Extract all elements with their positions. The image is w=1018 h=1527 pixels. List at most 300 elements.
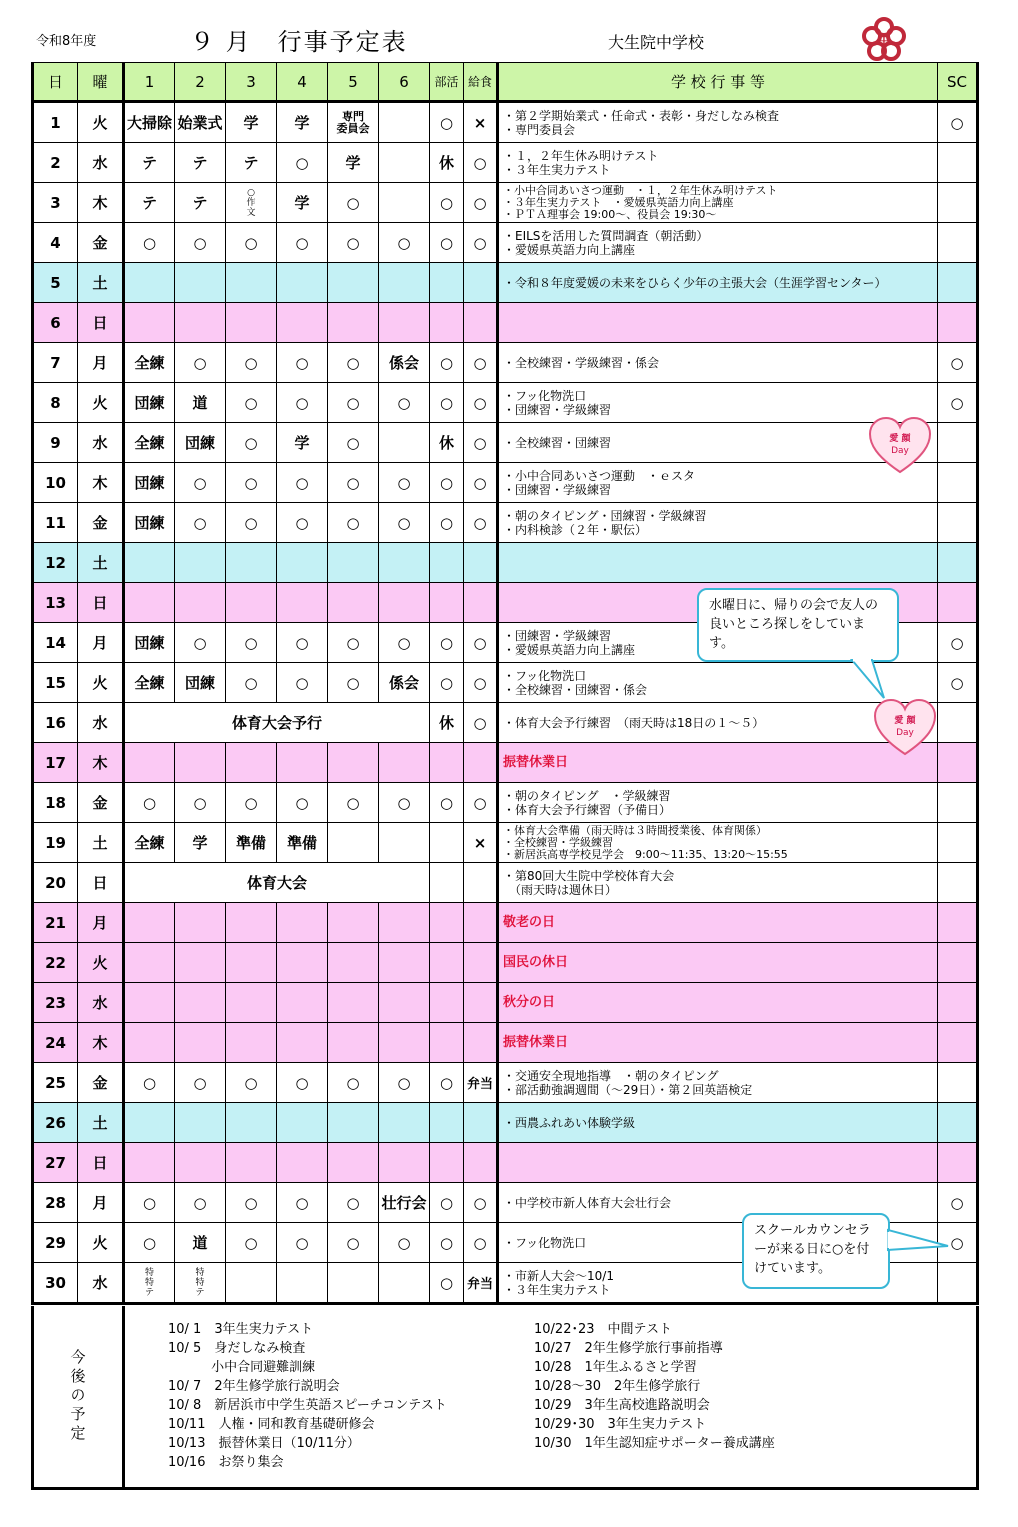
period-cell (328, 263, 379, 303)
upcoming-item: 10/27 2年生修学旅行事前指導 (534, 1341, 723, 1356)
period-cell: ○ (328, 783, 379, 823)
club-cell: ○ (430, 383, 464, 423)
page-header (0, 0, 1018, 62)
period-cell (124, 543, 175, 583)
day-cell: 28 (33, 1183, 78, 1223)
period-cell (379, 943, 430, 983)
period-cell (175, 1103, 226, 1143)
upcoming-item: 小中合同避難訓練 (168, 1360, 316, 1375)
events-cell: ・朝のタイピング ・学級練習 ・体育大会予行練習（予備日） (498, 783, 938, 823)
schedule-table (31, 62, 979, 1305)
period-cell: ○ (277, 143, 328, 183)
day-cell: 14 (33, 623, 78, 663)
period-cell: 学 (277, 102, 328, 143)
day-cell: 5 (33, 263, 78, 303)
period-cell: ○ (277, 783, 328, 823)
period-cell: ○ (379, 383, 430, 423)
weekday-cell: 金 (78, 503, 124, 543)
period-cell: 団練 (175, 663, 226, 703)
events-cell: ・小中合同あいさつ運動 ・１，２年生休み明けテスト ・３年生実力テスト ・愛媛県英語力向上講座 ・ＰＴＡ理事会 19:00～、役員会 19:30～ (498, 183, 938, 223)
period-cell (124, 1143, 175, 1183)
day-cell: 2 (33, 143, 78, 183)
period-cell (175, 903, 226, 943)
period-cell (175, 583, 226, 623)
period-cell: ○ (277, 463, 328, 503)
day-cell: 13 (33, 583, 78, 623)
period-cell (124, 583, 175, 623)
day-cell: 21 (33, 903, 78, 943)
day-cell: 29 (33, 1223, 78, 1263)
egao-day-heart-icon-2 (873, 698, 937, 758)
period-cell (379, 903, 430, 943)
period-cell (328, 303, 379, 343)
period-cell (328, 903, 379, 943)
period-cell (124, 1023, 175, 1063)
upcoming-item: 10/28～30 2年生修学旅行 (534, 1379, 701, 1394)
period-cell: ○ (379, 223, 430, 263)
period-cell: ○ (175, 1183, 226, 1223)
table-row (33, 102, 978, 143)
holiday-label: 振替休業日 (503, 755, 569, 770)
wednesday-callout-text: 水曜日に、帰りの会で友人の良いところ探しをしています。 (709, 598, 879, 651)
table-row (33, 903, 978, 943)
header-period-5: 5 (328, 63, 379, 102)
events-cell: ・体育大会予行練習 （雨天時は18日の１～５） (498, 703, 938, 743)
period-cell: ○ (379, 623, 430, 663)
merged-period-cell: 体育大会予行 (124, 703, 430, 743)
upcoming-item: 10/22･23 中間テスト (534, 1322, 672, 1337)
holiday-label: 敬老の日 (503, 915, 556, 930)
events-cell: ・体育大会準備（雨天時は３時間授業後、体育関係） ・全校練習・学級練習 ・新居浜高専学校見学会 9:00～11:35、13:20～15:55 (498, 823, 938, 863)
lunch-cell: ○ (464, 223, 498, 263)
holiday-label: 振替休業日 (503, 1035, 569, 1050)
club-cell (430, 823, 464, 863)
period-cell: 大掃除 (124, 102, 175, 143)
club-cell: ○ (430, 223, 464, 263)
day-cell: 7 (33, 343, 78, 383)
table-row (33, 183, 978, 223)
events-cell (498, 743, 938, 783)
period-cell: テ (175, 183, 226, 223)
period-cell: ○ (379, 1223, 430, 1263)
period-cell (379, 743, 430, 783)
period-cell: ○ (328, 183, 379, 223)
upcoming-item: 10/13 振替休業日（10/11分） (168, 1436, 360, 1451)
period-cell (124, 1103, 175, 1143)
club-cell (430, 1143, 464, 1183)
period-cell (226, 1023, 277, 1063)
period-cell (379, 102, 430, 143)
day-cell: 26 (33, 1103, 78, 1143)
weekday-cell: 土 (78, 543, 124, 583)
period-cell: ○ 作 文 (226, 183, 277, 223)
holiday-label: 秋分の日 (503, 995, 556, 1010)
table-row (33, 943, 978, 983)
period-cell (175, 743, 226, 783)
period-cell (175, 1143, 226, 1183)
club-cell (430, 983, 464, 1023)
table-row (33, 1143, 978, 1183)
club-cell (430, 743, 464, 783)
weekday-cell: 金 (78, 1063, 124, 1103)
table-row (33, 663, 978, 703)
period-cell: 全練 (124, 423, 175, 463)
events-cell (498, 1143, 938, 1183)
club-cell (430, 583, 464, 623)
period-cell: ○ (175, 1063, 226, 1103)
upcoming-label: 今後の予定 (68, 1349, 87, 1444)
table-row (33, 143, 978, 183)
sc-cell (938, 543, 978, 583)
events-cell: ・１，２年生休み明けテスト ・３年生実力テスト (498, 143, 938, 183)
period-cell (379, 823, 430, 863)
lunch-cell: ○ (464, 663, 498, 703)
club-cell: ○ (430, 623, 464, 663)
period-cell: ○ (328, 1183, 379, 1223)
upcoming-item: 10/ 5 身だしなみ検査 (168, 1341, 306, 1356)
period-cell: テ (175, 143, 226, 183)
period-cell (277, 543, 328, 583)
period-cell: ○ (277, 663, 328, 703)
period-cell: 団練 (124, 463, 175, 503)
period-cell (226, 303, 277, 343)
period-cell (277, 1023, 328, 1063)
table-row (33, 983, 978, 1023)
period-cell: 団練 (124, 503, 175, 543)
weekday-cell: 土 (78, 1103, 124, 1143)
sc-cell (938, 263, 978, 303)
lunch-cell: ○ (464, 1183, 498, 1223)
club-cell: ○ (430, 102, 464, 143)
table-row (33, 743, 978, 783)
period-cell: ○ (175, 463, 226, 503)
sc-cell (938, 1063, 978, 1103)
period-cell (277, 1103, 328, 1143)
period-cell: ○ (175, 623, 226, 663)
period-cell: ○ (379, 503, 430, 543)
period-cell (328, 543, 379, 583)
lunch-cell: ○ (464, 503, 498, 543)
header-lunch: 給食 (464, 63, 498, 102)
upcoming-item: 10/ 1 3年生実力テスト (168, 1322, 314, 1337)
day-cell: 8 (33, 383, 78, 423)
events-cell: ・令和８年度愛媛の未来をひらく少年の主張大会（生涯学習センター） (498, 263, 938, 303)
weekday-cell: 木 (78, 463, 124, 503)
events-cell: ・フッ化物洗口 ・全校練習・団練習・係会 (498, 663, 938, 703)
period-cell (226, 543, 277, 583)
table-row (33, 343, 978, 383)
club-cell (430, 303, 464, 343)
sc-cell (938, 1103, 978, 1143)
period-cell (328, 983, 379, 1023)
lunch-cell (464, 983, 498, 1023)
weekday-cell: 土 (78, 263, 124, 303)
upcoming-item: 10/29･30 3年生実力テスト (534, 1417, 707, 1432)
period-cell: 係会 (379, 663, 430, 703)
table-row (33, 223, 978, 263)
table-row (33, 783, 978, 823)
club-cell: ○ (430, 783, 464, 823)
day-cell: 20 (33, 863, 78, 903)
events-cell (498, 543, 938, 583)
period-cell: 準備 (277, 823, 328, 863)
sc-callout-pointer-icon (886, 1228, 950, 1258)
period-cell: 始業式 (175, 102, 226, 143)
lunch-cell (464, 863, 498, 903)
period-cell (226, 263, 277, 303)
events-cell: ・小中合同あいさつ運動 ・ｅスタ ・団練習・学級練習 (498, 463, 938, 503)
upcoming-item: 10/ 7 2年生修学旅行説明会 (168, 1379, 340, 1394)
period-cell (277, 1263, 328, 1304)
weekday-cell: 火 (78, 102, 124, 143)
sc-callout-text: スクールカウンセラーが来る日に○を付けています。 (754, 1223, 871, 1276)
period-cell: ○ (175, 503, 226, 543)
period-cell (328, 583, 379, 623)
period-cell (124, 743, 175, 783)
header-period-1: 1 (124, 63, 175, 102)
sc-callout (742, 1213, 890, 1289)
period-cell: ○ (124, 1063, 175, 1103)
table-row (33, 1023, 978, 1063)
weekday-cell: 日 (78, 583, 124, 623)
lunch-cell: ○ (464, 343, 498, 383)
weekday-cell: 火 (78, 1223, 124, 1263)
table-row (33, 823, 978, 863)
lunch-cell: × (464, 102, 498, 143)
club-cell: 休 (430, 703, 464, 743)
events-cell: ・フッ化物洗口 (498, 1223, 938, 1263)
period-cell: 学 (175, 823, 226, 863)
events-cell (498, 1023, 938, 1063)
upcoming-events (31, 1306, 979, 1490)
events-cell: ・全校練習・団練習 (498, 423, 938, 463)
page-title: ９ 月 行事予定表 (190, 28, 408, 56)
events-cell: ・全校練習・学級練習・係会 (498, 343, 938, 383)
period-cell (226, 903, 277, 943)
merged-period-cell: 体育大会 (124, 863, 430, 903)
day-cell: 3 (33, 183, 78, 223)
period-cell: テ (226, 143, 277, 183)
school-name: 大生院中学校 (608, 33, 705, 52)
heart2-text-2: Day (896, 728, 914, 738)
period-cell: 壮行会 (379, 1183, 430, 1223)
lunch-cell: ○ (464, 703, 498, 743)
sc-cell (938, 423, 978, 463)
day-cell: 22 (33, 943, 78, 983)
period-cell (379, 303, 430, 343)
sc-cell (938, 583, 978, 623)
day-cell: 19 (33, 823, 78, 863)
period-cell (379, 143, 430, 183)
period-cell: ○ (379, 783, 430, 823)
lunch-cell (464, 1143, 498, 1183)
club-cell: 休 (430, 423, 464, 463)
period-cell (277, 983, 328, 1023)
period-cell: 団練 (175, 423, 226, 463)
period-cell: 全練 (124, 343, 175, 383)
lunch-cell: ○ (464, 783, 498, 823)
upcoming-label-cell (34, 1306, 125, 1487)
header-period-4: 4 (277, 63, 328, 102)
sc-cell (938, 903, 978, 943)
events-cell: ・中学校市新人体育大会壮行会 (498, 1183, 938, 1223)
period-cell: 団練 (124, 623, 175, 663)
day-cell: 15 (33, 663, 78, 703)
period-cell (379, 983, 430, 1023)
callout-pointer-icon (850, 658, 890, 700)
period-cell (226, 1103, 277, 1143)
table-row (33, 463, 978, 503)
day-cell: 4 (33, 223, 78, 263)
weekday-cell: 月 (78, 903, 124, 943)
table-header-row (33, 63, 978, 102)
school-logo-icon (860, 16, 908, 64)
sc-cell (938, 1023, 978, 1063)
lunch-cell (464, 943, 498, 983)
period-cell: 全練 (124, 663, 175, 703)
day-cell: 17 (33, 743, 78, 783)
sc-cell (938, 983, 978, 1023)
period-cell: ○ (277, 623, 328, 663)
period-cell (328, 743, 379, 783)
period-cell: ○ (277, 383, 328, 423)
period-cell (277, 943, 328, 983)
period-cell: ○ (379, 1063, 430, 1103)
period-cell: 特 特 テ (175, 1263, 226, 1304)
period-cell (226, 743, 277, 783)
sc-cell: ○ (938, 663, 978, 703)
weekday-cell: 金 (78, 223, 124, 263)
lunch-cell: ○ (464, 1223, 498, 1263)
period-cell (175, 303, 226, 343)
club-cell: ○ (430, 503, 464, 543)
period-cell (379, 1263, 430, 1304)
club-cell (430, 903, 464, 943)
period-cell (379, 543, 430, 583)
events-cell (498, 903, 938, 943)
upcoming-item: 10/16 お祭り集会 (168, 1455, 284, 1470)
period-cell: ○ (226, 223, 277, 263)
period-cell: ○ (328, 223, 379, 263)
period-cell (379, 583, 430, 623)
period-cell (379, 1023, 430, 1063)
sc-cell: ○ (938, 623, 978, 663)
period-cell: ○ (226, 343, 277, 383)
period-cell: テ (124, 183, 175, 223)
day-cell: 30 (33, 1263, 78, 1304)
lunch-cell: ○ (464, 383, 498, 423)
period-cell: ○ (328, 383, 379, 423)
lunch-cell (464, 903, 498, 943)
period-cell: 特 特 テ (124, 1263, 175, 1304)
weekday-cell: 金 (78, 783, 124, 823)
club-cell (430, 1023, 464, 1063)
period-cell: ○ (226, 383, 277, 423)
upcoming-left-column (168, 1320, 447, 1472)
period-cell: ○ (328, 1223, 379, 1263)
svg-text:中: 中 (877, 34, 891, 49)
lunch-cell: 弁当 (464, 1063, 498, 1103)
period-cell: 道 (175, 1223, 226, 1263)
header-weekday: 曜 (78, 63, 124, 102)
header-period-6: 6 (379, 63, 430, 102)
day-cell: 27 (33, 1143, 78, 1183)
club-cell (430, 1103, 464, 1143)
period-cell (277, 263, 328, 303)
lunch-cell (464, 583, 498, 623)
period-cell: ○ (226, 783, 277, 823)
period-cell: ○ (328, 663, 379, 703)
events-cell (498, 943, 938, 983)
period-cell (379, 423, 430, 463)
lunch-cell (464, 1023, 498, 1063)
heart2-text-1: 愛 顔 (894, 716, 916, 726)
weekday-cell: 水 (78, 983, 124, 1023)
table-row (33, 1063, 978, 1103)
heart-text-2: Day (891, 446, 909, 456)
events-cell: ・西農ふれあい体験学級 (498, 1103, 938, 1143)
sc-cell (938, 143, 978, 183)
club-cell: ○ (430, 1183, 464, 1223)
club-cell (430, 263, 464, 303)
events-cell: ・市新人大会～10/1 ・３年生実力テスト (498, 1263, 938, 1304)
period-cell (226, 943, 277, 983)
day-cell: 1 (33, 102, 78, 143)
period-cell: ○ (175, 223, 226, 263)
events-cell: ・朝のタイピング・団練習・学級練習 ・内科検診（２年・駅伝） (498, 503, 938, 543)
period-cell: ○ (328, 503, 379, 543)
weekday-cell: 木 (78, 743, 124, 783)
table-row (33, 703, 978, 743)
period-cell: ○ (226, 663, 277, 703)
period-cell: ○ (226, 423, 277, 463)
weekday-cell: 月 (78, 623, 124, 663)
period-cell: ○ (226, 1063, 277, 1103)
day-cell: 10 (33, 463, 78, 503)
day-cell: 25 (33, 1063, 78, 1103)
header-sc: SC (938, 63, 978, 102)
period-cell: ○ (226, 623, 277, 663)
period-cell (328, 1143, 379, 1183)
sc-cell (938, 703, 978, 743)
day-cell: 24 (33, 1023, 78, 1063)
sc-cell: ○ (938, 383, 978, 423)
period-cell (175, 943, 226, 983)
day-cell: 23 (33, 983, 78, 1023)
lunch-cell (464, 543, 498, 583)
day-cell: 12 (33, 543, 78, 583)
period-cell (328, 1103, 379, 1143)
period-cell (328, 1023, 379, 1063)
period-cell (226, 983, 277, 1023)
period-cell: 学 (277, 183, 328, 223)
sc-cell: ○ (938, 1183, 978, 1223)
heart-text-1: 愛 顔 (889, 434, 911, 444)
club-cell: ○ (430, 663, 464, 703)
egao-day-heart-icon (868, 416, 932, 476)
upcoming-item: 10/ 8 新居浜市中学生英語スピーチコンテスト (168, 1398, 447, 1413)
weekday-cell: 火 (78, 383, 124, 423)
sc-cell (938, 743, 978, 783)
weekday-cell: 月 (78, 1183, 124, 1223)
period-cell (328, 1263, 379, 1304)
header-period-3: 3 (226, 63, 277, 102)
period-cell: ○ (277, 223, 328, 263)
period-cell: 学 (328, 143, 379, 183)
period-cell: ○ (175, 783, 226, 823)
lunch-cell (464, 263, 498, 303)
period-cell (379, 263, 430, 303)
